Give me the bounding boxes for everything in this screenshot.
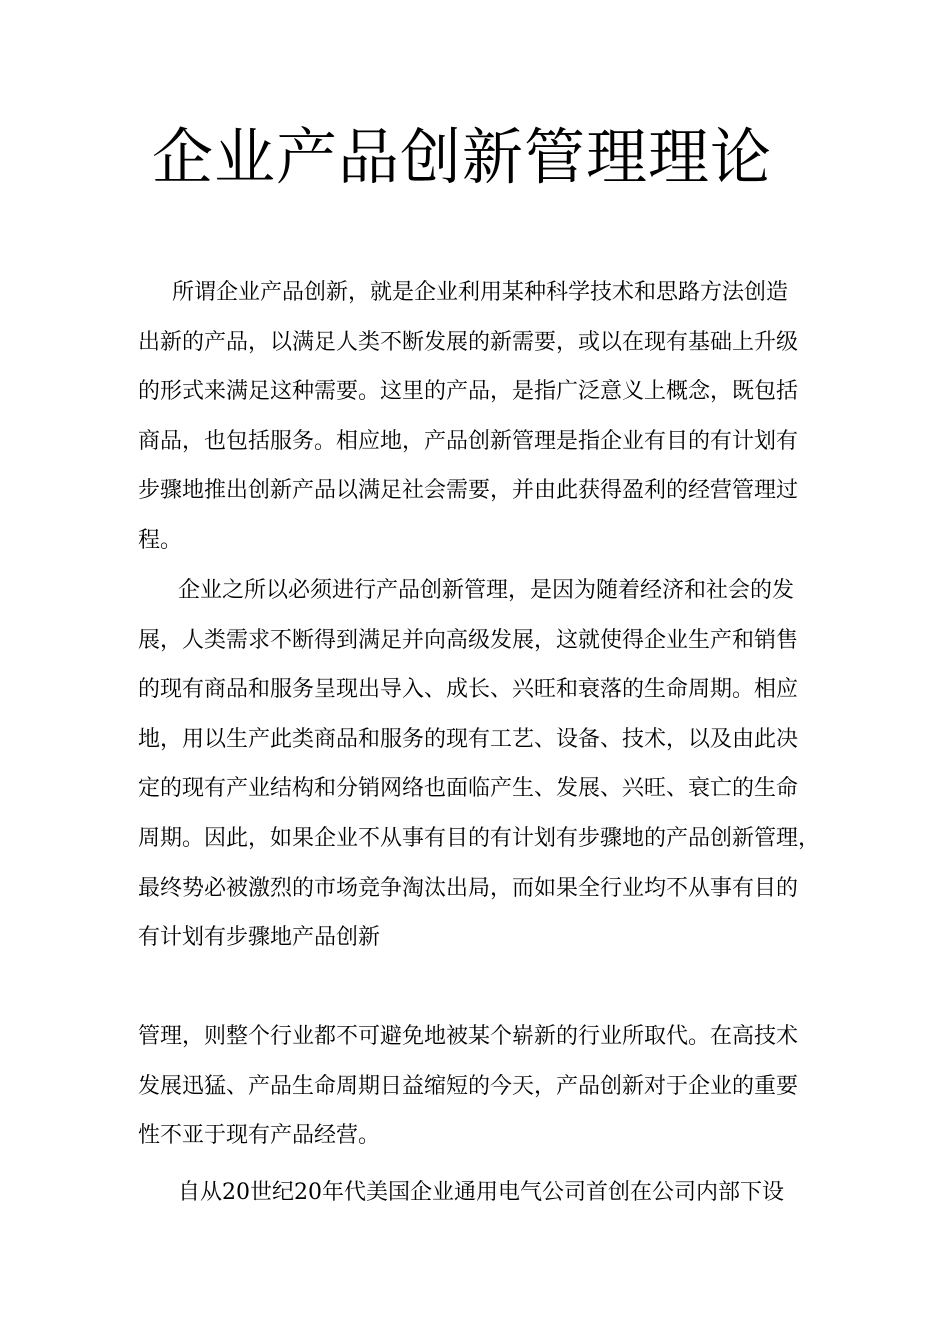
text-line: 企业之所以必须进行产品创新管理，是因为随着经济和社会的发 xyxy=(178,578,795,603)
text-line: 发展迅猛、产品生命周期日益缩短的今天，产品创新对于企业的重要 xyxy=(138,1073,799,1099)
paragraph-3 xyxy=(138,1012,838,1161)
text-line: 自从20世纪20年代美国企业通用电气公司首创在公司内部下设 xyxy=(178,1180,784,1205)
text-line: 商品，也包括服务。相应地，产品创新管理是指企业有目的有计划有 xyxy=(138,428,799,454)
text-line: 出新的产品，以满足人类不断发展的新需要，或以在现有基础上升级 xyxy=(138,329,799,355)
text-line: 地，用以生产此类商品和服务的现有工艺、设备、技术，以及由此决 xyxy=(138,726,799,752)
document-title: 企业产品创新管理理论 xyxy=(151,122,772,193)
text-line: 展，人类需求不断得到满足并向高级发展，这就使得企业生产和销售 xyxy=(138,627,799,653)
text-line: 步骤地推出创新产品以满足社会需要，并由此获得盈利的经营管理过 xyxy=(138,478,799,504)
text-line: 程。 xyxy=(138,527,183,553)
text-line: 性不亚于现有产品经营。 xyxy=(138,1123,381,1149)
text-line: 所谓企业产品创新，就是企业利用某种科学技术和思路方法创造 xyxy=(172,280,789,305)
paragraph-4 xyxy=(138,1168,838,1218)
text-line: 的形式来满足这种需要。这里的产品，是指广泛意义上概念，既包括 xyxy=(138,379,799,405)
text-line: 最终势必被激烈的市场竞争淘汰出局，而如果全行业均不从事有目的 xyxy=(138,875,799,901)
paragraph-2 xyxy=(138,566,838,963)
text-line: 周期。因此，如果企业不从事有目的有计划有步骤地的产品创新管理， xyxy=(138,825,821,851)
text-line: 管理，则整个行业都不可避免地被某个崭新的行业所取代。在高技术 xyxy=(138,1024,799,1049)
paragraph-1 xyxy=(138,268,838,566)
text-line: 定的现有产业结构和分销网络也面临产生、发展、兴旺、衰亡的生命 xyxy=(138,776,799,802)
text-line: 有计划有步骤地产品创新 xyxy=(138,925,381,951)
text-line: 的现有商品和服务呈现出导入、成长、兴旺和衰落的生命周期。相应 xyxy=(138,677,799,703)
